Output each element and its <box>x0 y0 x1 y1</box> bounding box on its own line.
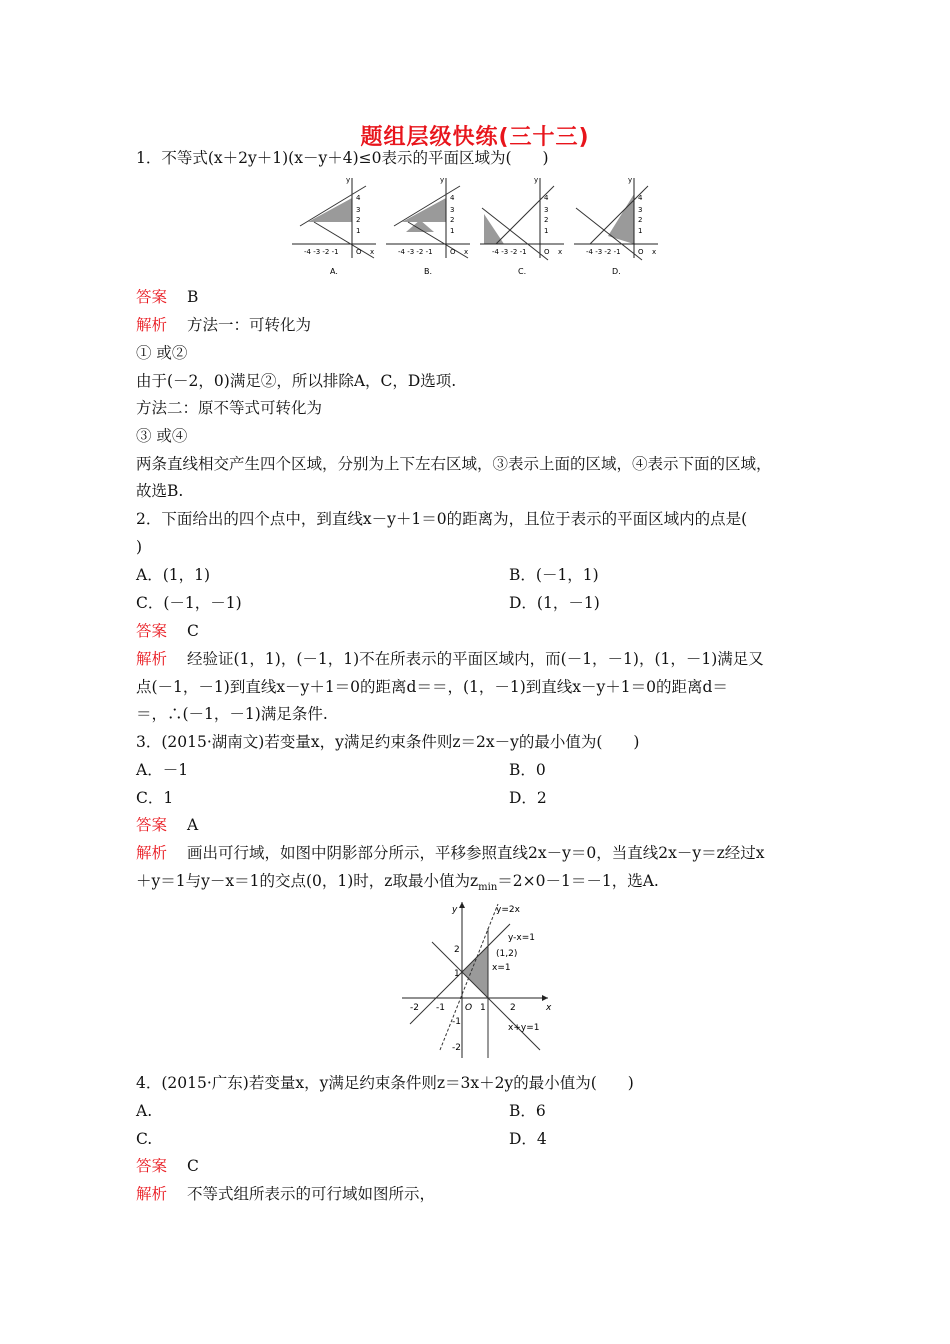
svg-text:x: x <box>558 248 563 256</box>
svg-text:4: 4 <box>638 194 643 202</box>
q2-stem-2: ) <box>136 538 143 556</box>
svg-text:x+y=1: x+y=1 <box>508 1023 540 1033</box>
svg-text:3: 3 <box>544 206 549 214</box>
q4-option-b: B．6 <box>509 1102 546 1120</box>
q3-analysis-2: ＋y＝1与y－x＝1的交点(0，1)时，z取最小值为$z_{min}=2\times 0-1=-1$，选A. <box>136 872 659 894</box>
q4-option-d: D．4 <box>509 1130 547 1148</box>
q2-option-d: D．(1，－1) <box>509 594 600 612</box>
svg-text:-4 -3 -2 -1: -4 -3 -2 -1 <box>492 248 527 256</box>
q1-analysis-7: 故选B. <box>136 482 184 500</box>
svg-text:1: 1 <box>450 227 455 235</box>
svg-text:1: 1 <box>638 227 643 235</box>
svg-text:-4 -3 -2 -1: -4 -3 -2 -1 <box>398 248 433 256</box>
q1-analysis-1: 解析 方法一：可转化为 <box>136 316 312 334</box>
q1-analysis-4: 方法二：原不等式可转化为 <box>136 399 323 417</box>
page-title: 题组层级快练(三十三) <box>360 125 590 150</box>
q3-option-b: B．0 <box>509 761 546 779</box>
svg-text:1: 1 <box>454 969 460 979</box>
svg-text:O: O <box>356 248 362 256</box>
q1-analysis-6: 两条直线相交产生四个区域，分别为上下左右区域，③表示上面的区域，④表示下面的区域， <box>136 455 772 473</box>
svg-text:O: O <box>465 1003 473 1013</box>
q1-analysis-3: 由于(－2，0)满足②，所以排除A，C，D选项. <box>136 372 457 390</box>
q1-label-a: A. <box>330 267 338 276</box>
svg-text:-2: -2 <box>410 1003 419 1013</box>
svg-text:1: 1 <box>480 1003 486 1013</box>
svg-text:x: x <box>652 248 657 256</box>
svg-text:y: y <box>628 176 633 184</box>
q2-option-b: B．(－1，1) <box>509 566 599 584</box>
q2-option-a: A．(1，1) <box>136 566 211 584</box>
svg-text:-4 -3 -2 -1: -4 -3 -2 -1 <box>304 248 339 256</box>
svg-text:-1: -1 <box>452 1017 461 1027</box>
svg-text:y=2x: y=2x <box>496 905 520 915</box>
svg-text:y: y <box>346 176 351 184</box>
q2-stem: 2．下面给出的四个点中，到直线x－y＋1＝0的距离为，且位于表示的平面区域内的点是( <box>136 510 748 528</box>
svg-text:1: 1 <box>544 227 549 235</box>
svg-text:y-x=1: y-x=1 <box>508 933 536 943</box>
q1-analysis-5: ③ 或④ <box>136 427 188 445</box>
svg-text:2: 2 <box>510 1003 516 1013</box>
q1-analysis-2: ① 或② <box>136 344 188 362</box>
q2-analysis-1: 解析 经验证(1，1)，(－1，1)不在所表示的平面区域内，而(－1，－1)，(1，－1)满足又 <box>136 650 764 668</box>
q1-label-d: D. <box>612 267 621 276</box>
svg-text:3: 3 <box>356 206 361 214</box>
q4-analysis-1: 解析 不等式组所表示的可行域如图所示， <box>136 1185 436 1203</box>
q3-stem: 3．(2015·湖南文)若变量x，y满足约束条件则z＝2x－y的最小值为( ) <box>136 733 640 751</box>
svg-text:3: 3 <box>638 206 643 214</box>
svg-text:O: O <box>544 248 550 256</box>
svg-text:y: y <box>440 176 445 184</box>
svg-text:2: 2 <box>544 216 549 224</box>
q4-answer: 答案 C <box>136 1157 199 1175</box>
q3-answer: 答案 A <box>136 816 199 834</box>
q1-figure-d <box>574 176 658 276</box>
q3-option-c: C．1 <box>136 789 174 807</box>
q1-stem: 1．不等式(x＋2y＋1)(x－y＋4)≤0表示的平面区域为( ) <box>136 149 549 167</box>
svg-text:3: 3 <box>450 206 455 214</box>
q2-answer: 答案 C <box>136 622 199 640</box>
svg-text:-2: -2 <box>452 1043 461 1053</box>
svg-text:x=1: x=1 <box>492 963 511 973</box>
svg-text:y: y <box>452 905 458 915</box>
svg-text:4: 4 <box>356 194 361 202</box>
svg-text:4: 4 <box>544 194 549 202</box>
q3-figure <box>400 900 560 1060</box>
svg-text:y: y <box>534 176 539 184</box>
svg-text:(1,2): (1,2) <box>496 949 518 959</box>
svg-text:2: 2 <box>356 216 361 224</box>
svg-text:1: 1 <box>356 227 361 235</box>
svg-text:2: 2 <box>454 945 460 955</box>
svg-text:2: 2 <box>450 216 455 224</box>
q3-analysis-1: 解析 画出可行域，如图中阴影部分所示，平移参照直线2x－y＝0，当直线2x－y＝z经过x <box>136 844 765 862</box>
q2-option-c: C．(－1，－1) <box>136 594 242 612</box>
svg-text:-1: -1 <box>436 1003 445 1013</box>
svg-text:4: 4 <box>450 194 455 202</box>
q1-figure-c <box>480 176 564 276</box>
svg-text:x: x <box>464 248 469 256</box>
q1-label-c: C. <box>518 267 527 276</box>
svg-text:2: 2 <box>638 216 643 224</box>
q1-figure-a <box>292 176 376 276</box>
svg-text:O: O <box>638 248 644 256</box>
q1-label-b: B. <box>424 267 433 276</box>
q2-analysis-2: 点(－1，－1)到直线x－y＋1＝0的距离d＝＝，(1，－1)到直线x－y＋1＝0的距离d＝ <box>136 678 728 696</box>
q1-figure-b <box>386 176 470 276</box>
q4-stem: 4．(2015·广东)若变量x，y满足约束条件则z＝3x＋2y的最小值为( ) <box>136 1074 634 1092</box>
q3-option-d: D．2 <box>509 789 547 807</box>
svg-text:O: O <box>450 248 456 256</box>
q1-answer: 答案 B <box>136 288 199 306</box>
svg-text:x: x <box>370 248 375 256</box>
svg-text:-4 -3 -2 -1: -4 -3 -2 -1 <box>586 248 621 256</box>
q4-option-c: C. <box>136 1130 153 1148</box>
q1-figures <box>290 172 660 280</box>
svg-text:x: x <box>546 1003 552 1013</box>
q2-analysis-3: ＝，∴(－1，－1)满足条件. <box>136 705 328 723</box>
q4-option-a: A. <box>136 1102 153 1120</box>
q3-option-a: A．－1 <box>136 761 189 779</box>
